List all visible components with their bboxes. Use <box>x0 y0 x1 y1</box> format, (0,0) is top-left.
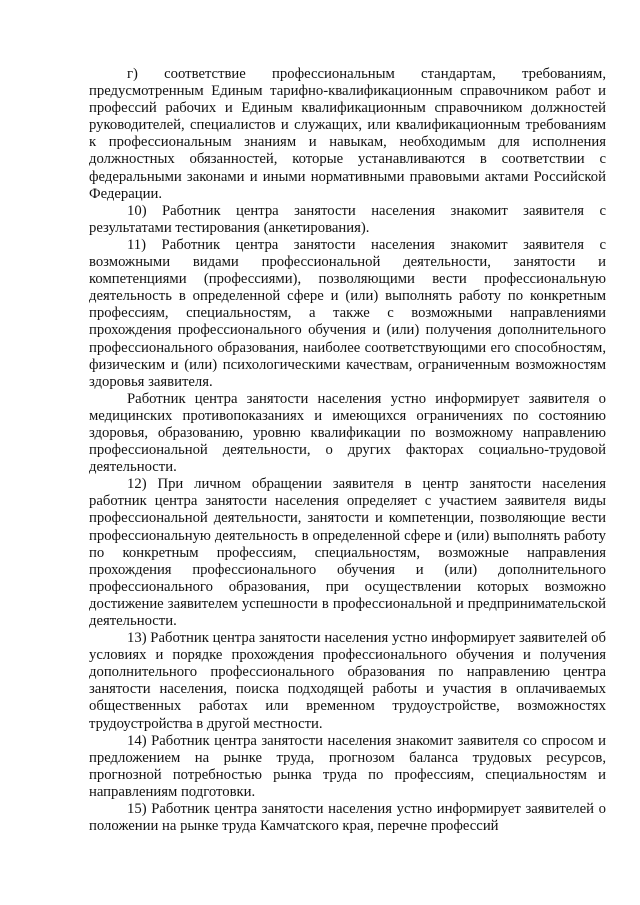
paragraph-10: 10) Работник центра занятости населения знакомит заявителя с результатами тестирования (анкетирования). <box>89 202 606 236</box>
document-page <box>89 66 606 835</box>
paragraph-11: 11) Работник центра занятости населения знакомит заявителя с возможными видами профессиональной деятельности, занятости и компетенциями (профессиями), позволяющими вести профессиональную деятельность в определенной сфере и (или) выполнять работу по конкретным профессиям, специальностям, а также с возможными направлениями прохождения профессионального обучения и (или) получения дополнительного профессионального образования, наиболее соответствующими его способностям, физическим и (или) психологическими качествам, ограниченным возможностям здоровья заявителя. <box>89 236 606 390</box>
paragraph-14: 14) Работник центра занятости населения знакомит заявителя со спросом и предложением на рынке труда, прогнозом баланса трудовых ресурсов, прогнозной потребностью рынка труда по профессиям, специальностям и направлениям подготовки. <box>89 732 606 800</box>
paragraph-13: 13) Работник центра занятости населения устно информирует заявителей об условиях и порядке прохождения профессионального обучения и получения дополнительного профессионального образования по направлению центра занятости населения, поиска подходящей работы и участия в оплачиваемых общественных работах или временном трудоустройстве, возможностях трудоустройства в другой местности. <box>89 630 606 732</box>
paragraph-15: 15) Работник центра занятости населения устно информирует заявителей о положении на рынке труда Камчатского края, перечне профессий <box>89 801 606 835</box>
paragraph-11-continuation: Работник центра занятости населения устно информирует заявителя о медицинских противопоказаниях и имеющихся ограничениях по состоянию здоровья, образованию, уровню квалификации по возможному направлению профессиональной деятельности, о других факторах социально-трудовой деятельности. <box>89 390 606 476</box>
paragraph-item-g: г) соответствие профессиональным стандартам, требованиям, предусмотренным Единым тарифно-квалификационным справочником работ и профессий рабочих и Единым квалификационным справочником должностей руководителей, специалистов и служащих, или квалификационным требованиям к профессиональным знаниям и навыкам, необходимым для исполнения должностных обязанностей, которые устанавливаются в соответствии с федеральными законами и иными нормативными правовыми актами Российской Федерации. <box>89 66 606 202</box>
paragraph-12: 12) При личном обращении заявителя в центр занятости населения работник центра занятости населения определяет с участием заявителя виды профессиональной деятельности, занятости и компетенции, позволяющие вести профессиональную деятельность в определенной сфере и (или) выполнять работу по конкретным профессиям, специальностям, возможные направления прохождения профессионального обучения и (или) дополнительного профессионального образования, при осуществлении которых возможно достижение заявителем успешности в профессиональной и предпринимательской деятельности. <box>89 476 606 629</box>
